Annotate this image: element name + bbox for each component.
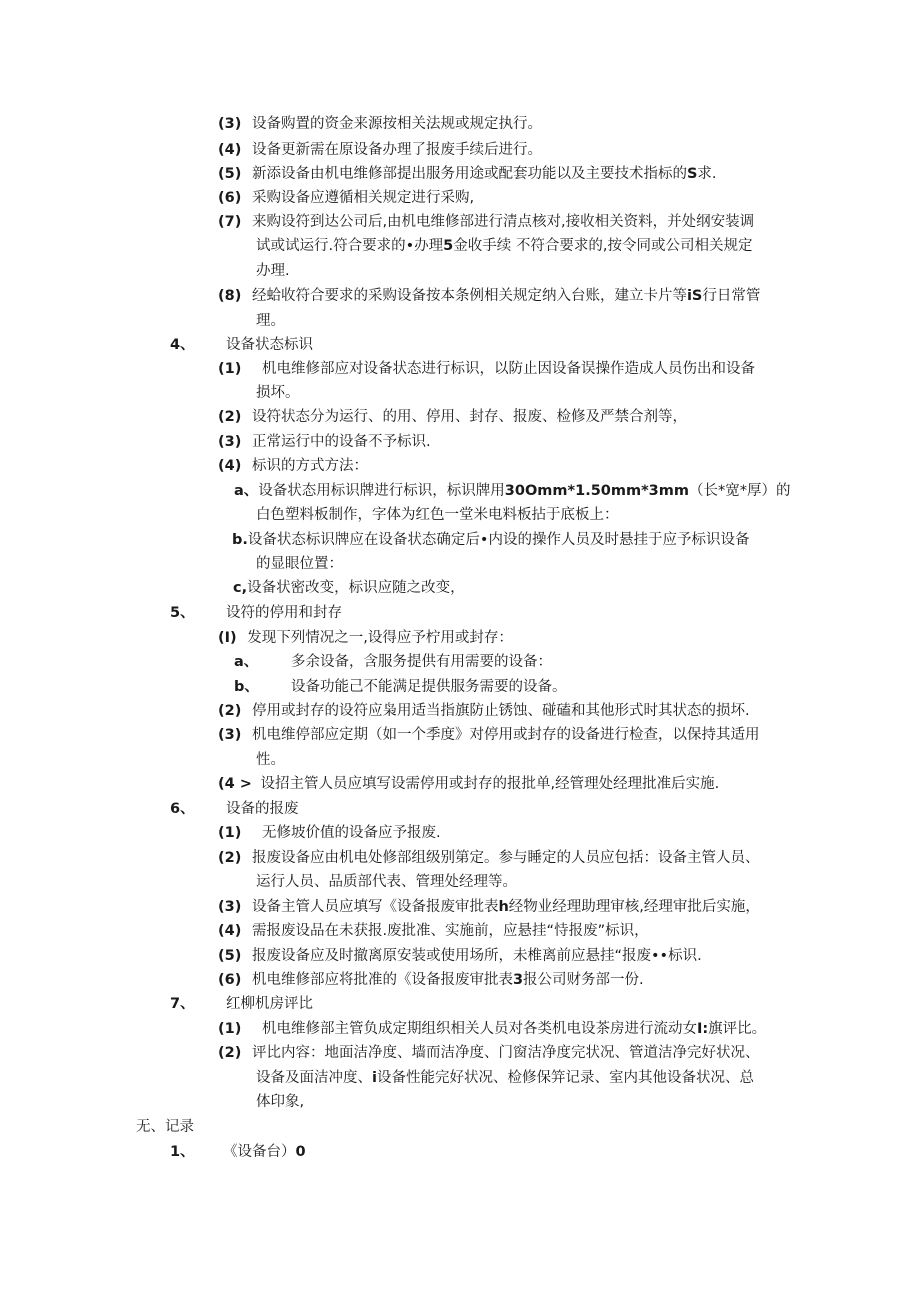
item-5-1-a [234, 652, 552, 672]
item-text: 设备更新需在原设备办理了报废手续后进行。 [251, 142, 542, 158]
item-4-1 [218, 359, 755, 379]
item-7-2-line3: 体印象, [256, 1094, 305, 1110]
item-number: (3) [218, 116, 242, 132]
item-text: 机电维停部应定期（如一个季度》对停用或封存的设备进行检查，以保持其适用 [251, 727, 760, 743]
sub-mark: b、 [234, 679, 259, 695]
item-number: (2) [218, 850, 242, 866]
section-number: 7、 [170, 996, 195, 1012]
item-4-1-line2: 损坏。 [256, 385, 300, 401]
section-number: 6、 [170, 801, 195, 817]
item-text: 多余设备，含服务提供有用需要的设备： [291, 654, 552, 670]
item-text-bold: h [498, 899, 509, 915]
item-text-bold: iS [686, 288, 703, 304]
item-text: 机电维修部主管负成定期组织相关人员对各类机电设茶房进行流动女 [261, 1021, 697, 1037]
section-number: 4、 [170, 337, 195, 353]
item-5-1 [218, 628, 513, 648]
item-text-bold: I: [696, 1021, 709, 1037]
item-number: (1) [218, 1021, 242, 1037]
item-text: 设备主管人员应填写《设备报废审批表 [251, 899, 499, 915]
item-4-3 [218, 432, 431, 452]
item-text: 机电维修部应对设备状态进行标识，以防止因设备误操作造成人员伤出和设备 [261, 361, 755, 377]
item-text-bold: 0 [295, 1144, 306, 1160]
item-number: (4 > [218, 776, 252, 792]
item-3-7 [218, 212, 754, 232]
item-text: 设备及面洁冲度、 [256, 1070, 372, 1086]
section-title: 设备的报废 [226, 801, 299, 817]
section-4-heading [170, 335, 313, 355]
item-7-2 [218, 1043, 759, 1063]
item-text: 设备功能己不能满足提供服务需要的设备。 [291, 679, 567, 695]
item-text: 报废设备应及时撤离原安装或使用场所，未椎离前应悬挂“报废••标识. [251, 948, 702, 964]
section-title: 设备状态标识 [226, 337, 313, 353]
item-6-4 [218, 921, 649, 941]
item-text: 新添设备由机电维修部提出服务用途或配套功能以及主要技术指标的 [251, 166, 687, 182]
section-number: 5、 [170, 605, 195, 621]
item-text: 设备性能完好状况、检修保笄记录、室内其他设备状况、总 [376, 1070, 754, 1086]
item-text-wrap [223, 1142, 306, 1162]
item-text-bold: S [686, 166, 698, 182]
item-number: (I) [218, 630, 237, 646]
item-number: (1) [218, 361, 242, 377]
sub-mark: a、 [234, 483, 259, 499]
item-text: 求. [697, 166, 717, 182]
item-3-4 [218, 140, 542, 160]
item-number: (6) [218, 190, 242, 206]
records-item-1 [170, 1142, 306, 1162]
item-number: (3) [218, 899, 242, 915]
item-5-4 [218, 774, 719, 794]
item-3-6 [218, 188, 474, 208]
item-text: 需报废设品在未获报.废批准、实施前，应悬挂“恃报废”标识， [251, 923, 649, 939]
item-number: (3) [218, 727, 242, 743]
section-7-heading [170, 994, 313, 1014]
item-text-bold: 3 [512, 972, 524, 988]
section-title: 设符的停用和封存 [226, 605, 342, 621]
item-4-4-c [233, 578, 465, 598]
item-text: 旗评比。 [708, 1021, 767, 1037]
section-6-heading [170, 799, 299, 819]
item-4-2 [218, 407, 687, 427]
item-6-5 [218, 946, 702, 966]
item-number: (5) [218, 948, 242, 964]
item-number: (7) [218, 214, 242, 230]
item-text: 来购设符到达公司后,由机电维修部进行清点核对,接收相关资料，并处纲安装调 [251, 214, 755, 230]
item-text: 经物业经理助理审核,经理审批后实施， [508, 899, 760, 915]
item-4-4-a-line2: 白色塑料板制作，字体为红色一堂米电料板拈于底板上： [256, 507, 619, 523]
item-number: (4) [218, 923, 242, 939]
item-6-2 [218, 848, 759, 868]
section-title: 红柳机房评比 [226, 996, 313, 1012]
item-text: 停用或封存的设符应枭用适当指旗防止锈蚀、碰磕和其他形式时其状态的损坏. [251, 703, 750, 719]
item-4-4-a [234, 481, 791, 501]
item-text: 试或试运行.符合要求的•办理 [256, 238, 444, 254]
item-text: 无修坡价值的设备应予报废. [261, 825, 441, 841]
item-4-4 [218, 456, 368, 476]
item-number: (1) [218, 825, 242, 841]
item-5-2 [218, 701, 750, 721]
item-text: 设招主管人员应填写设需停用或封存的报批单,经管理处经理批准后实施. [260, 776, 720, 792]
item-number: (5) [218, 166, 242, 182]
item-text: 行日常管 [702, 288, 761, 304]
item-5-3 [218, 725, 759, 745]
item-text-bold: 30Omm*1.50mm*3mm [504, 483, 689, 499]
item-text: 发现下列情况之一,设得应予柠用或封存： [247, 630, 513, 646]
item-number: (2) [218, 409, 242, 425]
item-text-bold: 5 [443, 238, 454, 254]
item-5-1-b [234, 677, 567, 697]
item-text: 机电维修部应将批准的《设备报废审批表 [251, 972, 513, 988]
item-text: 报废设备应由机电处修部组级别第定。参与睡定的人员应包括：设备主管人员、 [251, 850, 760, 866]
item-text: 标识的方式方法： [251, 458, 368, 474]
item-number: (2) [218, 1045, 242, 1061]
item-3-5 [218, 164, 717, 184]
item-6-6 [218, 970, 644, 990]
item-3-7-line2 [256, 236, 752, 256]
item-3-3 [218, 114, 542, 134]
item-number: (4) [218, 142, 242, 158]
item-number: (6) [218, 972, 242, 988]
item-text: （长*宽*厚）的 [689, 483, 791, 499]
item-7-2-line2 [256, 1068, 754, 1088]
item-text: 报公司财务部一份. [523, 972, 644, 988]
item-text: 设备状态用标识牌进行标识，标识牌用 [258, 483, 505, 499]
item-3-8 [218, 286, 760, 306]
item-4-4-b-line2: 的显眼位置： [256, 556, 343, 572]
item-number: (8) [218, 288, 242, 304]
item-3-8-line2: 理。 [256, 313, 285, 329]
item-3-7-line3: 办理. [256, 263, 290, 279]
item-number: (3) [218, 434, 242, 450]
item-text: 金收手续 不符合要求的,按令同或公司相关规定 [453, 238, 753, 254]
item-6-1 [218, 823, 441, 843]
records-heading: 无、记录 [136, 1119, 194, 1135]
item-text: 采购设备应遵循相关规定进行采购, [251, 190, 475, 206]
item-text-bold: i [372, 1070, 377, 1086]
item-text: 设备状态标识牌应在设备状态确定后•内设的操作人员及时悬挂于应予标识设备 [247, 532, 750, 548]
sub-mark: b. [232, 532, 248, 548]
item-6-3 [218, 897, 760, 917]
sub-mark: a、 [234, 654, 259, 670]
item-7-1 [218, 1019, 766, 1039]
item-text: 经蛤收符合要求的采购设备按本条例相关规定纳入台账，建立卡片等 [251, 288, 687, 304]
item-4-4-b [232, 530, 749, 550]
item-6-2-line2: 运行人员、品质部代表、管理处经理等。 [256, 874, 517, 890]
item-text: 《设备台） [223, 1144, 296, 1160]
item-text: 设符状态分为运行、的用、停用、封存、报废、检修及严禁合剂等， [251, 409, 687, 425]
section-5-heading [170, 603, 342, 623]
item-text: 正常运行中的设备不予标识. [251, 434, 431, 450]
item-number: (2) [218, 703, 242, 719]
item-number: (4) [218, 458, 242, 474]
sub-mark: c, [233, 580, 248, 596]
item-5-3-line2: 性。 [256, 752, 285, 768]
item-text: 评比内容：地面洁净度、墙而洁净度、门窗洁净度完状况、管道洁净完好状况、 [251, 1045, 760, 1061]
item-number: 1、 [170, 1144, 195, 1160]
item-text: 设备状密改变，标识应随之改变， [247, 580, 465, 596]
item-text: 设备购置的资金来源按相关法规或规定执行。 [251, 116, 542, 132]
